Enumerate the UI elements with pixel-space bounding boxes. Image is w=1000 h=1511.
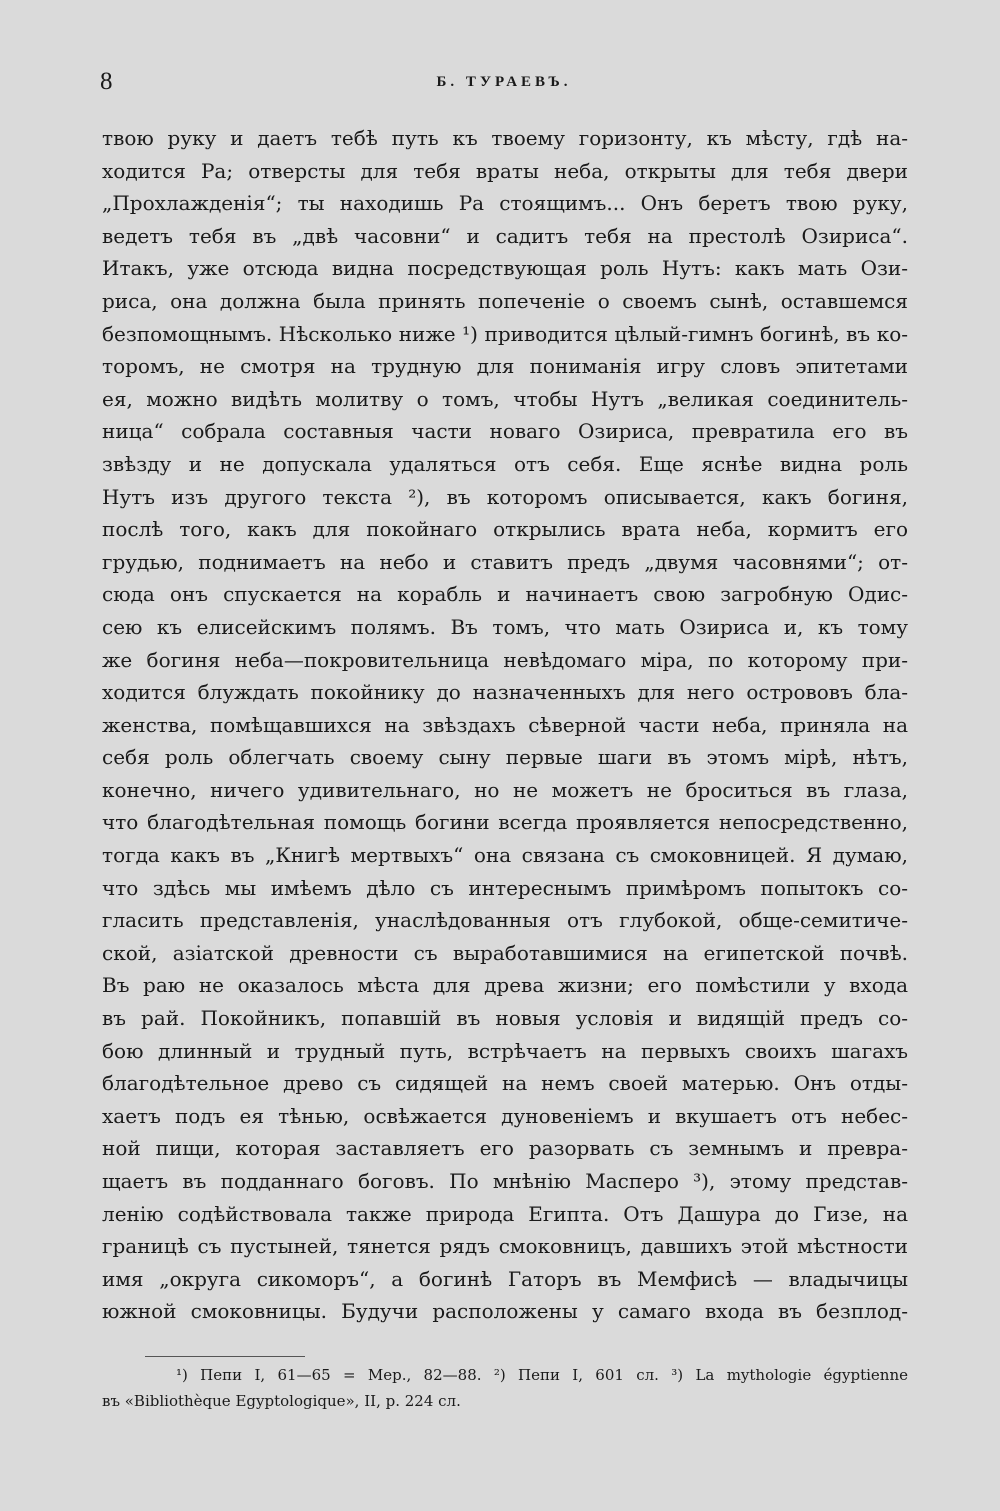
text-line: благодѣтельное древо съ сидящей на немъ своей матерью. Онъ отды-	[102, 1071, 908, 1096]
text-line: что благодѣтельная помощь богини всегда проявляется непосредственно,	[102, 810, 908, 835]
text-line: конечно, ничего удивительнаго, но не можетъ не броситься въ глаза,	[102, 777, 908, 802]
text-line: Итакъ, уже отсюда видна посредствующая роль Нутъ: какъ мать Ози-	[102, 256, 908, 281]
page-number: 8	[100, 68, 113, 95]
text-line: границѣ съ пустыней, тянется рядъ смоковницъ, давшихъ этой мѣстности	[102, 1234, 908, 1259]
text-line: тогда какъ въ „Книгѣ мертвыхъ“ она связана съ смоковницей. Я думаю,	[102, 843, 908, 868]
text-line: грудью, поднимаетъ на небо и ставитъ предъ „двумя часовнями“; от-	[102, 549, 908, 574]
text-line: твою руку и даетъ тебѣ путь къ твоему горизонту, къ мѣсту, гдѣ на-	[102, 126, 908, 150]
footnote-line: въ «Bibliothèque Egyptologique», II, p. 224 сл.	[102, 1392, 461, 1410]
text-line: что здѣсь мы имѣемъ дѣло съ интереснымъ примѣромъ попытокъ со-	[102, 875, 908, 900]
text-line: ходится блуждать покойнику до назначенныхъ для него острововъ бла-	[102, 680, 908, 705]
text-line: бою длинный и трудный путь, встрѣчаетъ на первыхъ своихъ шагахъ	[102, 1038, 908, 1063]
text-line: себя роль облегчать своему сыну первые шаги въ этомъ мірѣ, нѣтъ,	[102, 745, 908, 770]
text-line: щаетъ въ подданнаго боговъ. По мнѣнію Масперо ³), этому представ-	[102, 1169, 908, 1193]
text-line: безпомощнымъ. Нѣсколько ниже ¹) приводится цѣлый-гимнъ богинѣ, въ ко-	[102, 321, 908, 346]
text-line: торомъ, не смотря на трудную для пониманія игру словъ эпитетами	[102, 354, 908, 379]
text-line: ведетъ тебя въ „двѣ часовни“ и садитъ тебя на престолѣ Озириса“.	[102, 223, 908, 248]
text-line: имя „округа сикоморъ“, а богинѣ Гаторъ въ Мемфисѣ — владычицы	[102, 1266, 908, 1291]
text-line: сею къ елисейскимъ полямъ. Въ томъ, что мать Озириса и, къ тому	[102, 614, 908, 639]
text-line: ской, азіатской древности съ выработавшимися на египетской почвѣ.	[102, 940, 908, 965]
text-line: „Прохлажденія“; ты находишь Ра стоящимъ... Онъ беретъ твою руку,	[102, 191, 908, 216]
text-line: женства, помѣщавшихся на звѣздахъ сѣверной части неба, приняла на	[102, 712, 908, 737]
text-line: Въ раю не оказалось мѣста для древа жизни; его помѣстили у входа	[102, 973, 908, 998]
page-header	[100, 68, 908, 100]
running-title: Б. ТУРАЕВЪ.	[436, 74, 572, 90]
text-line: послѣ того, какъ для покойнаго открылись врата неба, кормитъ его	[102, 517, 908, 542]
text-line: сюда онъ спускается на корабль и начинаетъ свою загробную Одис-	[102, 582, 908, 607]
footnotes	[102, 1362, 908, 1414]
text-line: ной пищи, которая заставляетъ его разорвать съ земнымъ и превра-	[102, 1136, 908, 1161]
text-line: хаетъ подъ ея тѣнью, освѣжается дуновеніемъ и вкушаетъ отъ небес-	[102, 1103, 908, 1128]
text-line: Нутъ изъ другого текста ²), въ которомъ описывается, какъ богиня,	[102, 484, 908, 509]
body-text	[102, 122, 908, 1328]
text-line: гласить представленія, унаслѣдованныя отъ глубокой, обще-семитиче-	[102, 908, 908, 933]
text-line: же богиня неба—покровительница невѣдомаго міра, по которому при-	[102, 647, 908, 672]
text-line: ходится Ра; отверсты для тебя враты неба, открыты для тебя двери	[102, 158, 908, 183]
text-line: риса, она должна была принять попеченіе о своемъ сынѣ, оставшемся	[102, 288, 908, 313]
text-line: ленію содѣйствовала также природа Египта. Отъ Дашура до Гизе, на	[102, 1201, 908, 1226]
text-line: южной смоковницы. Будучи расположены у самаго входа въ безплод-	[102, 1299, 908, 1324]
footnote-divider	[145, 1356, 305, 1357]
text-line: звѣзду и не допускала удаляться отъ себя. Еще яснѣе видна роль	[102, 451, 908, 476]
text-line: ея, можно видѣть молитву о томъ, чтобы Нутъ „великая соединитель-	[102, 386, 908, 411]
footnote-line: ¹) Пепи I, 61—65 = Мер., 82—88. ²) Пепи I, 601 сл. ³) La mythologie égyptienne	[176, 1366, 908, 1384]
text-line: въ рай. Покойникъ, попавшій въ новыя условія и видящій предъ со-	[102, 1006, 908, 1031]
text-line: ница“ собрала составныя части новаго Озириса, превратила его въ	[102, 419, 908, 444]
